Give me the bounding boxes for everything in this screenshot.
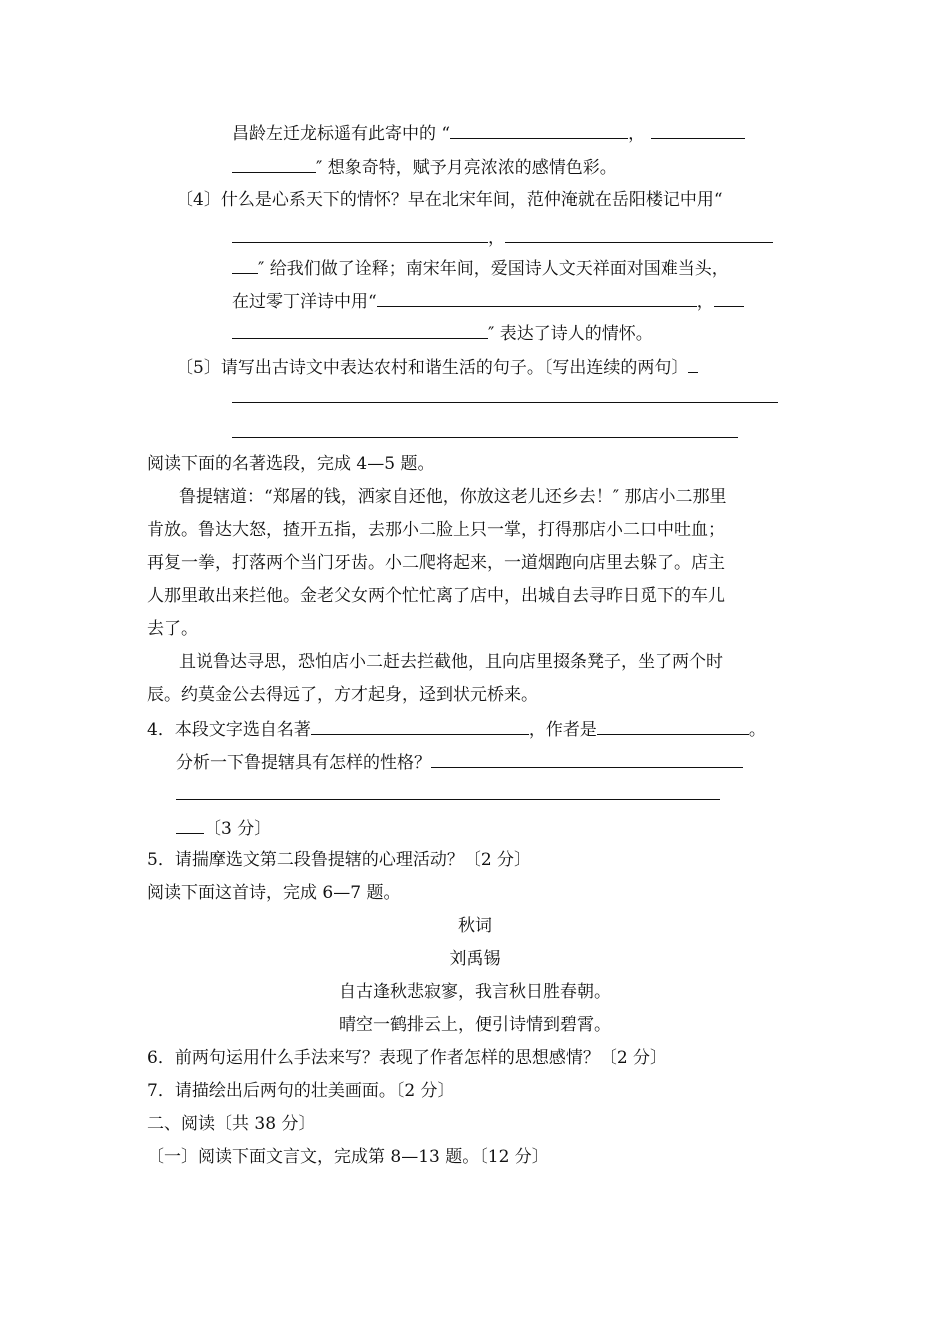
- q5-line-1: [176, 355, 698, 379]
- answer-blank[interactable]: [431, 750, 743, 768]
- q4-label: 4．本段文字选自名著: [147, 720, 311, 740]
- poem-title: 秋词: [458, 916, 492, 936]
- answer-line[interactable]: [232, 402, 778, 403]
- q4-text-a: 什么是心系天下的情怀？早在北宋年间，范仲淹就在岳阳楼记中用“: [220, 190, 723, 210]
- answer-blank[interactable]: [232, 225, 488, 243]
- answer-blank[interactable]: [377, 289, 697, 307]
- author-blank[interactable]: [597, 717, 749, 735]
- q4-score: 〔3 分〕: [204, 819, 272, 839]
- q3-text-a: 昌龄左迁龙标遥有此寄中的 “: [232, 124, 451, 144]
- q4-number: 〔4〕: [176, 190, 221, 210]
- q3-line-2: [232, 155, 617, 179]
- q5-text: 请写出古诗文中表达农村和谐生活的句子。〔写出连续的两句〕: [220, 358, 689, 378]
- answer-blank[interactable]: [232, 155, 316, 173]
- q4-line-5: [232, 321, 653, 345]
- section-heading: 二、阅读〔共 38 分〕: [147, 1114, 316, 1134]
- answer-blank[interactable]: [688, 355, 698, 373]
- q3-line-1: [232, 121, 745, 145]
- q4-author-label: ，作者是: [528, 720, 597, 740]
- q4-text-d: 在过零丁洋诗中用“: [232, 292, 377, 312]
- question-4: [147, 717, 766, 741]
- answer-blank[interactable]: [232, 256, 258, 274]
- book-title-blank[interactable]: [311, 717, 529, 735]
- q4-score-line: [176, 816, 271, 840]
- poem-line: 自古逢秋悲寂寥，我言秋日胜春朝。: [339, 982, 611, 1002]
- answer-blank[interactable]: [651, 121, 745, 139]
- q5-number: 〔5〕: [176, 358, 221, 378]
- q4-line-2: [232, 225, 773, 249]
- passage-line: 辰。约莫金公去得远了，方才起身，迳到状元桥来。: [147, 685, 538, 705]
- reading-intro: 阅读下面的名著选段，完成 4—5 题。: [147, 454, 435, 474]
- passage-line: 且说鲁达寻思，恐怕店小二赶去拦截他，且向店里掇条凳子，坐了两个时: [179, 652, 723, 672]
- answer-blank[interactable]: [714, 289, 744, 307]
- q4-end: 。: [748, 720, 766, 740]
- poem-intro: 阅读下面这首诗，完成 6—7 题。: [147, 883, 401, 903]
- answer-line[interactable]: [176, 799, 720, 800]
- question-6: 6．前两句运用什么手法来写？表现了作者怎样的思想感情？〔2 分〕: [147, 1048, 668, 1068]
- q4-analysis-text: 分析一下鲁提辖具有怎样的性格？: [176, 753, 431, 773]
- poem-line: 晴空一鹤排云上，便引诗情到碧霄。: [339, 1015, 611, 1035]
- comma: ，: [628, 124, 646, 144]
- q3-text-b: ″ 想象奇特，赋予月亮浓浓的感情色彩。: [316, 158, 617, 178]
- comma: ，: [696, 292, 714, 312]
- question-5: 5．请揣摩选文第二段鲁提辖的心理活动？〔2 分〕: [147, 850, 532, 870]
- answer-blank[interactable]: [176, 816, 204, 834]
- passage-line: 再复一拳，打落两个当门牙齿。小二爬将起来，一道烟跑向店里去躲了。店主: [147, 553, 725, 573]
- question-7: 7．请描绘出后两句的壮美画面。〔2 分〕: [147, 1081, 455, 1101]
- q4-line-3: [232, 256, 729, 280]
- answer-blank[interactable]: [505, 225, 773, 243]
- comma: ，: [488, 228, 505, 248]
- passage-line: 鲁提辖道：“郑屠的钱，洒家自还他，你放这老儿还乡去！″ 那店小二那里: [179, 487, 727, 507]
- passage-line: 去了。: [147, 619, 198, 639]
- question-4-analysis: [176, 750, 743, 774]
- answer-blank[interactable]: [450, 121, 628, 139]
- subsection-heading: 〔一〕阅读下面文言文，完成第 8—13 题。〔12 分〕: [147, 1147, 549, 1167]
- answer-blank[interactable]: [232, 321, 488, 339]
- passage-line: 人那里敢出来拦他。金老父女两个忙忙离了店中，出城自去寻昨日觅下的车儿: [147, 586, 725, 606]
- q4-text-e: ″ 表达了诗人的情怀。: [488, 324, 653, 344]
- answer-line[interactable]: [232, 437, 738, 438]
- poem-author: 刘禹锡: [449, 949, 501, 969]
- q4-line-1: [176, 189, 723, 211]
- q4-line-4: [232, 289, 744, 313]
- passage-line: 肯放。鲁达大怒，揸开五指，去那小二脸上只一掌，打得那店小二口中吐血；: [147, 520, 725, 540]
- q4-text-c: ″ 给我们做了诠释；南宋年间，爱国诗人文天祥面对国难当头，: [258, 259, 729, 279]
